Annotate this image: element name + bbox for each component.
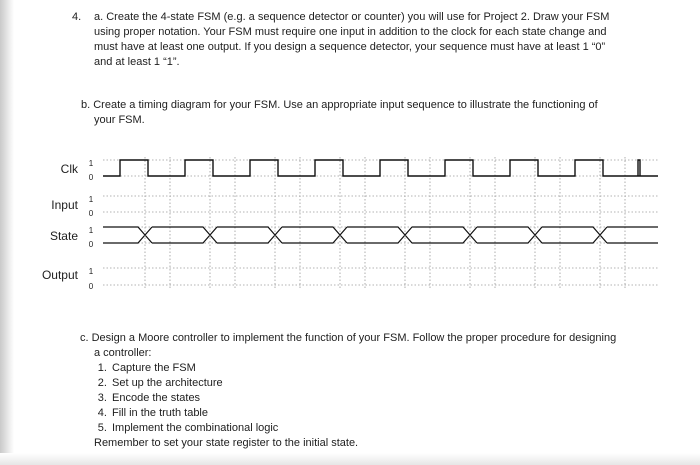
level-low-label: 0 (88, 173, 94, 182)
timing-grid (103, 157, 658, 290)
procedure-step: 5. Implement the combinational logic (110, 421, 620, 436)
signal-name: Input (51, 198, 78, 212)
procedure-step: 1. Capture the FSM (110, 361, 620, 376)
procedure-step: 4. Fill in the truth table (110, 406, 620, 421)
signal-name: Output (41, 268, 78, 282)
level-high-label: 1 (88, 159, 94, 168)
signal-labels (42, 159, 94, 291)
question-number: 4. (72, 11, 82, 23)
question-4b-text: b. Create a timing diagram for your FSM. Use an appropriate input sequence to illustrate the functioning of your FSM. (81, 99, 598, 126)
level-high-label: 1 (88, 226, 94, 235)
level-high-label: 1 (88, 195, 94, 204)
level-low-label: 0 (88, 209, 94, 218)
question-4c-heading: c. Design a Moore controller to implement the function of your FSM. Follow the proper procedure for designing a controller: (80, 332, 617, 359)
level-high-label: 1 (88, 267, 94, 276)
state-bus-waveform (103, 227, 658, 243)
question-4c-note: Remember to set your state register to the initial state. (94, 437, 359, 449)
page-bottom-shadow (0, 453, 700, 465)
procedure-step: 2. Set up the architecture (110, 376, 620, 391)
procedure-steps (80, 361, 620, 436)
clock-waveform (103, 160, 658, 176)
waveforms (103, 160, 658, 243)
procedure-step: 3. Encode the states (110, 391, 620, 406)
signal-name: State (49, 229, 78, 243)
level-low-label: 0 (88, 240, 94, 249)
level-low-label: 0 (88, 282, 94, 291)
signal-name: Clk (60, 162, 78, 176)
question-4c (80, 331, 620, 451)
question-4a-text: a. Create the 4-state FSM (e.g. a sequence detector or counter) you will use for Project 2. Draw your FSM using proper notation. Your FSM must require one input in addition to the clock for each state change and must have at least one output. If you design a sequence detector, your sequence must have at least 1 “0” and at least 1 “1”. (94, 11, 610, 68)
